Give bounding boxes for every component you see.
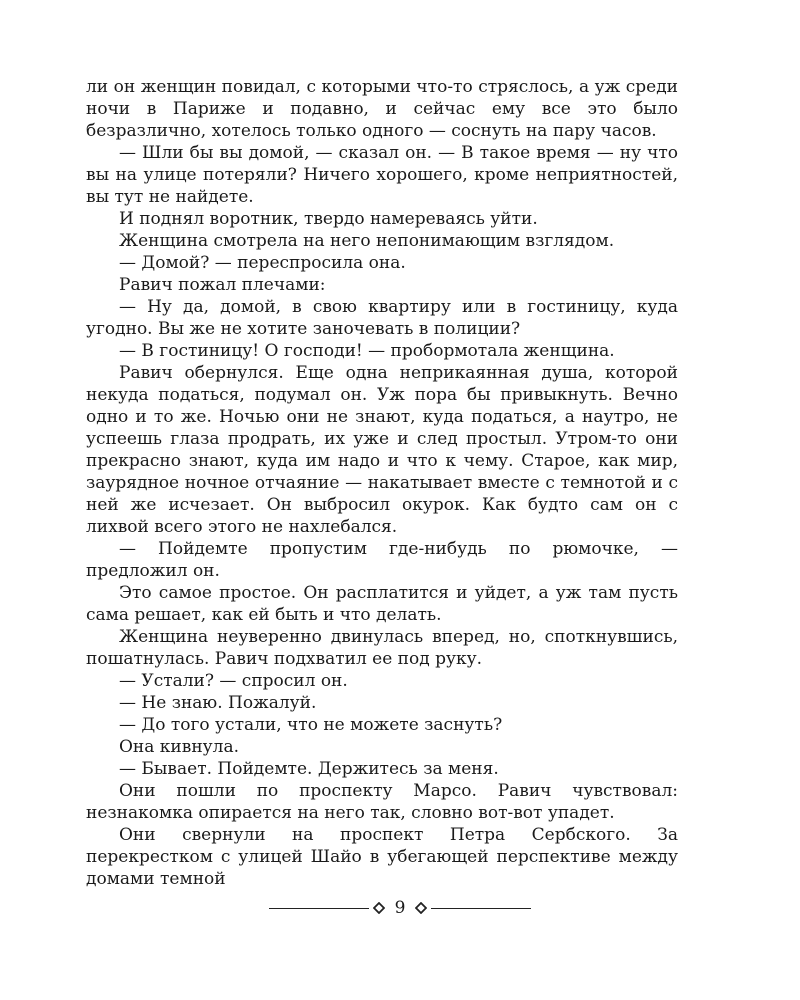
paragraph: — В гостиницу! О господи! — пробормотала женщина. — [119, 341, 615, 361]
paragraph: — Пойдемте пропустим где-нибудь по рюмочке, — предложил он. — [86, 539, 678, 581]
diamond-icon — [373, 902, 385, 914]
paragraph: — Бывает. Пойдемте. Держитесь за меня. — [119, 759, 499, 779]
paragraph: Женщина неуверенно двинулась вперед, но, споткнувшись, пошатнулась. Равич подхватил ее под руку. — [86, 627, 678, 669]
paragraph: Это самое простое. Он расплатится и уйдет, а уж там пусть сама решает, как ей быть и что делать. — [86, 583, 678, 625]
page-body — [86, 76, 678, 890]
paragraph: Они пошли по проспекту Марсо. Равич чувствовал: незнакомка опирается на него так, словно вот-вот упадет. — [86, 781, 678, 823]
page-footer — [0, 896, 800, 920]
diamond-icon — [415, 902, 427, 914]
paragraph: — Устали? — спросил он. — [119, 671, 348, 691]
paragraph: Равич обернулся. Еще одна неприкаянная душа, которой некуда податься, подумал он. Уж пора бы привыкнуть. Вечно одно и то же. Ночью они не знают, куда податься, а наутро, не успеешь глаза продрать, их уже и след простыл. Утром-то они прекрасно знают, куда им надо и что к чему. Старое, как мир, заурядное ночное отчаяние — накатывает вместе с темнотой и с ней же исчезает. Он выбросил окурок. Как будто сам он с лихвой всего этого не нахлебался. — [86, 363, 678, 537]
paragraph: И поднял воротник, твердо намереваясь уйти. — [119, 209, 538, 229]
paragraph: Женщина смотрела на него непонимающим взглядом. — [119, 231, 615, 251]
paragraph: Она кивнула. — [119, 737, 240, 757]
paragraph: — До того устали, что не можете заснуть? — [119, 715, 503, 735]
paragraph: ли он женщин повидал, с которыми что-то стряслось, а уж среди ночи в Париже и подавно, и сейчас ему все это было безразлично, хотелось только одного — соснуть на пару часов. — [86, 77, 678, 141]
paragraph: Они свернули на проспект Петра Сербского. За перекрестком с улицей Шайо в убегающей перспективе между домами темной — [86, 825, 678, 889]
paragraph: — Не знаю. Пожалуй. — [119, 693, 317, 713]
footer-rule-left — [269, 908, 369, 909]
footer-rule-right — [431, 908, 531, 909]
paragraph: — Шли бы вы домой, — сказал он. — В такое время — ну что вы на улице потеряли? Ничего хорошего, кроме неприятностей, вы тут не найдете. — [86, 143, 678, 207]
paragraph: Равич пожал плечами: — [119, 275, 326, 295]
paragraph: — Ну да, домой, в свою квартиру или в гостиницу, куда угодно. Вы же не хотите заночевать в полиции? — [86, 297, 678, 339]
page-number: 9 — [394, 898, 406, 918]
paragraph: — Домой? — переспросила она. — [119, 253, 406, 273]
